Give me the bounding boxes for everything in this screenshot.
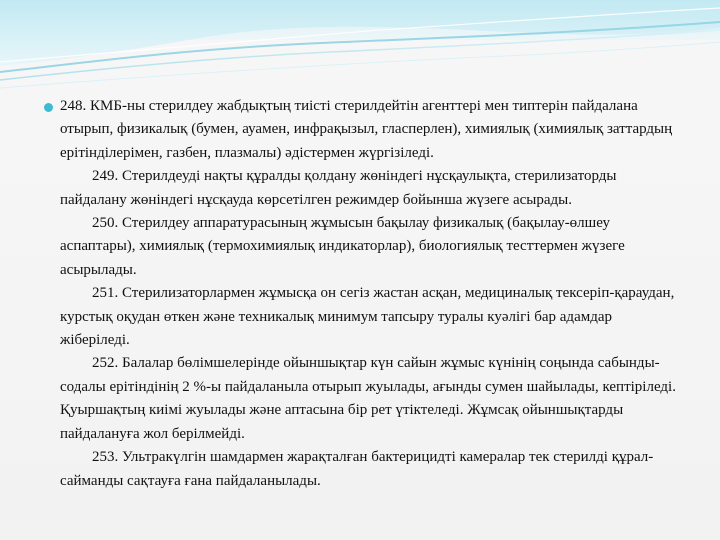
main-text-block bbox=[44, 95, 684, 493]
decorative-wave-header bbox=[0, 0, 720, 95]
paragraph-248: 248. КМБ-ны стерилдеу жабдықтың тиісті стерилдейтін агенттері мен типтерін пайдалана отырып, физикалық (бумен, ауамен, инфрақызыл, гласперлен), химиялық (химиялық заттардың ерітінділерімен, газбен, плазмалы) әдістермен жүргізіледі. bbox=[44, 95, 684, 165]
paragraph-252: 252. Балалар бөлімшелерінде ойыншықтар күн сайын жұмыс күнінің соңында сабынды-содалы ерітіндінің 2 %-ы пайдаланыла отырып жуылады, ағынды сумен шайылады, кептіріледі. Қуыршақтың киімі жуылады және аптасына бір рет үтіктеледі. Жұмсақ ойыншықтарды пайдалануға жол берілмейді. bbox=[60, 355, 676, 442]
paragraph-251: 251. Стерилизаторлармен жұмысқа он сегіз жастан асқан, медициналық тексеріп-қараудан, курстық оқудан өткен және техникалық минимум тапсыру туралы куәлігі бар адамдар жіберіледі. bbox=[60, 285, 675, 349]
paragraph-250: 250. Стерилдеу аппаратурасының жұмысын бақылау физикалық (бақылау-өлшеу аспаптары), химиялық (термохимиялық индикаторлар), биологиялық тесттермен жүзеге асырылады. bbox=[60, 215, 625, 278]
paragraph-253: 253. Ультракүлгін шамдармен жарақталған бактерицидті камералар тек стерилді құрал-сайманды сақтауға ғана пайдаланылады. bbox=[60, 449, 654, 489]
bullet-icon bbox=[44, 103, 53, 112]
paragraph-249: 249. Стерилдеуді нақты құралды қолдану жөніндегі нұсқаулықта, стерилизаторды пайдалану жөніндегі нұсқауда көрсетілген режимдер бойынша жүзеге асырады. bbox=[60, 168, 617, 208]
